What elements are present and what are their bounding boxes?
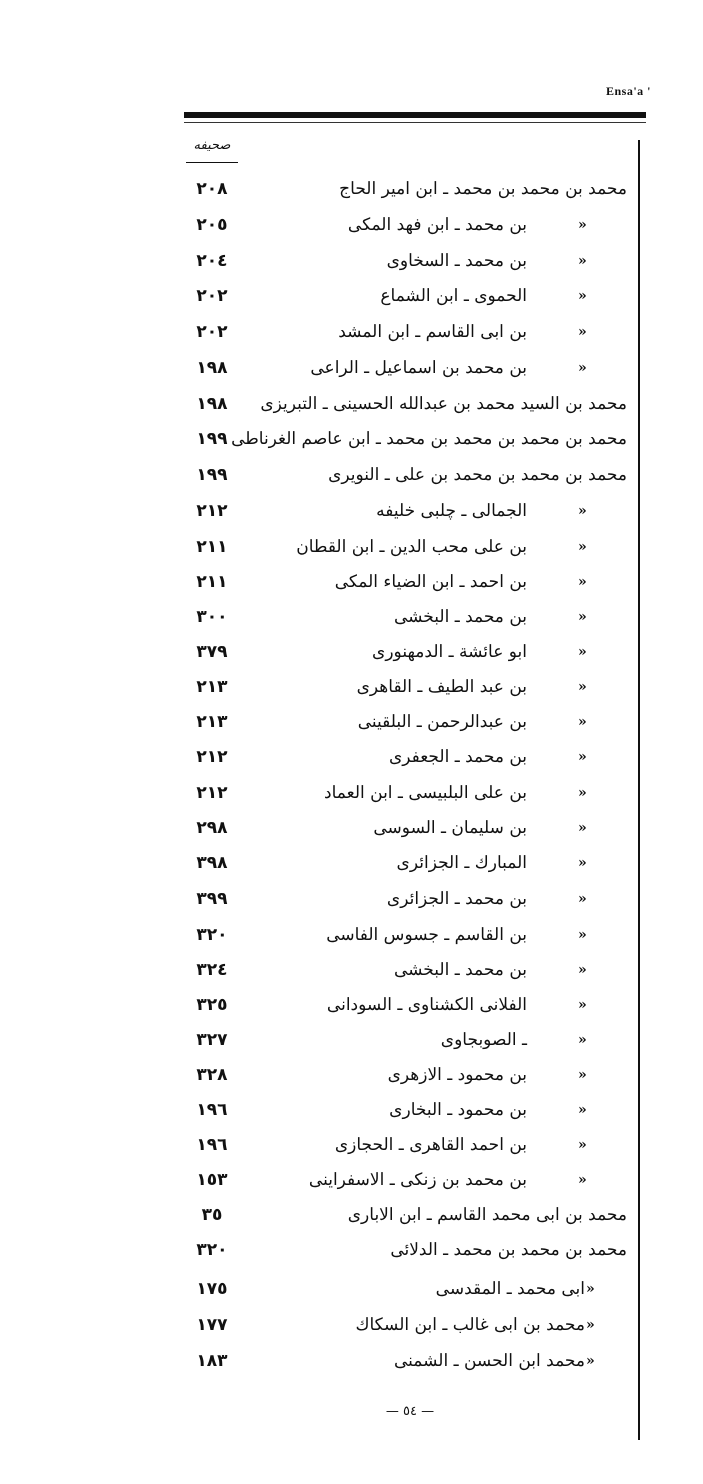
entry-name: بن محمد ـ ابن فهد المكى [347, 215, 527, 235]
entry-name: بن محمد بن اسماعيل ـ الراعى [310, 358, 527, 378]
entry-name: محمد بن محمد بن محمد ـ ابن امير الحاج [339, 179, 627, 199]
page-column-header: صحيفه [193, 138, 231, 153]
index-row [0, 1025, 703, 1055]
page-reference: ١٧٧ [196, 1315, 228, 1335]
entry-name: بن محمود ـ الازهرى [387, 1065, 527, 1085]
entry-name: محمد ابن الحسن ـ الشمنى [393, 1351, 585, 1371]
entry-name: ابو عائشة ـ الدمهنورى [372, 642, 527, 662]
ditto-mark: » [578, 609, 587, 625]
page-number: — ٥٤ — [385, 1404, 435, 1419]
index-row [0, 389, 703, 419]
page-reference: ٣٩٩ [196, 889, 228, 909]
entry-name: بن احمد القاهرى ـ الحجازى [334, 1135, 527, 1155]
ditto-mark: » [578, 927, 587, 943]
entry-name: بن محمد ـ السخاوى [386, 251, 527, 271]
entry-name: بن على البلبيسى ـ ابن العماد [324, 783, 527, 803]
entry-name: الجمالى ـ چلبى خليفه [376, 501, 527, 521]
index-row [0, 246, 703, 276]
entry-name: المبارك ـ الجزائرى [396, 853, 527, 873]
index-row [0, 281, 703, 311]
page-reference: ٢٩٨ [196, 818, 228, 838]
ditto-mark: » [578, 574, 587, 590]
ditto-mark: » [578, 1067, 587, 1083]
index-row [0, 1346, 703, 1376]
index-row [0, 813, 703, 843]
ditto-mark: » [578, 997, 587, 1013]
ditto-mark: » [578, 1172, 587, 1188]
page-reference: ١٥٣ [196, 1170, 228, 1190]
page-reference: ١٩٦ [196, 1100, 228, 1120]
index-row [0, 920, 703, 950]
index-row [0, 174, 703, 204]
page-reference: ٣٧٩ [196, 642, 228, 662]
entry-name: محمد بن محمد بن محمد بن على ـ النويرى [328, 465, 627, 485]
index-row [0, 496, 703, 526]
entry-name: الحموى ـ ابن الشماع [380, 286, 527, 306]
entry-name: بن محمد ـ الجزائرى [386, 889, 527, 909]
index-row [0, 1310, 703, 1340]
page-reference: ١٨٣ [196, 1351, 228, 1371]
ditto-mark: » [578, 855, 587, 871]
page-reference: ٢١٣ [196, 677, 228, 697]
index-row [0, 567, 703, 597]
entry-name: بن عبدالرحمن ـ البلقينى [357, 712, 527, 732]
ditto-mark: » [586, 1317, 595, 1333]
page-reference: ١٩٩ [196, 465, 228, 485]
ditto-mark: » [578, 217, 587, 233]
ditto-mark: » [578, 644, 587, 660]
index-row [0, 637, 703, 667]
index-row [0, 1200, 703, 1230]
ditto-mark: » [578, 962, 587, 978]
ditto-mark: » [578, 714, 587, 730]
entry-name: محمد بن محمد بن محمد ـ الدلائى [390, 1240, 627, 1260]
page-reference: ١٩٦ [196, 1135, 228, 1155]
page-reference: ٣٢٠ [196, 925, 228, 945]
entry-name: بن القاسم ـ جسوس الفاسى [326, 925, 527, 945]
page-reference: ١٩٨ [196, 394, 228, 414]
index-row [0, 884, 703, 914]
ditto-mark: » [578, 503, 587, 519]
entry-name: ابى محمد ـ المقدسى [435, 1279, 585, 1299]
ditto-mark: » [578, 820, 587, 836]
ditto-mark: » [578, 1102, 587, 1118]
page-reference: ٢١١ [196, 572, 228, 592]
ditto-mark: » [578, 539, 587, 555]
page-reference: ٣٠٠ [196, 607, 228, 627]
index-row [0, 460, 703, 490]
entry-name: محمد بن محمد بن محمد بن محمد ـ ابن عاصم الغرناطى [231, 429, 627, 449]
corner-mark: Ensa'a ' [605, 84, 651, 98]
entry-name: بن ابى القاسم ـ ابن المشد [338, 322, 527, 342]
entry-name: بن احمد ـ ابن الضياء المكى [334, 572, 527, 592]
ditto-mark: » [578, 1137, 587, 1153]
index-row [0, 424, 703, 454]
entry-name: بن محمود ـ البخارى [389, 1100, 527, 1120]
index-row [0, 990, 703, 1020]
page-reference: ٣٢٨ [196, 1065, 228, 1085]
page-reference: ٢٠٥ [196, 215, 228, 235]
index-row [0, 672, 703, 702]
index-row [0, 955, 703, 985]
entry-name: ـ الصوبجاوى [440, 1030, 527, 1050]
index-row [0, 532, 703, 562]
entry-name: بن محمد بن زنكى ـ الاسفراينى [308, 1170, 527, 1190]
index-row [0, 602, 703, 632]
page-reference: ١٩٨ [196, 358, 228, 378]
page-reference: ٣٢٧ [196, 1030, 228, 1050]
entry-name: الفلانى الكشناوى ـ السودانى [326, 995, 527, 1015]
page-reference: ٢١٢ [196, 501, 228, 521]
entry-name: محمد بن ابى غالب ـ ابن السكاك [355, 1315, 585, 1335]
index-row [0, 742, 703, 772]
page-reference: ٢٠٨ [196, 179, 228, 199]
page-reference: ١٧٥ [196, 1279, 228, 1299]
entry-name: بن محمد ـ الجعفرى [388, 747, 527, 767]
page-reference: ١٩٩ [196, 429, 228, 449]
page-reference: ٢١٢ [196, 783, 228, 803]
entry-name: بن سليمان ـ السوسى [373, 818, 527, 838]
ditto-mark: » [578, 679, 587, 695]
index-row [0, 1235, 703, 1265]
index-row [0, 1130, 703, 1160]
index-row [0, 353, 703, 383]
ditto-mark: » [578, 288, 587, 304]
page-reference: ٢١٣ [196, 712, 228, 732]
ditto-mark: » [578, 324, 587, 340]
entry-name: محمد بن ابى محمد القاسم ـ ابن الابارى [347, 1205, 627, 1225]
index-row [0, 1165, 703, 1195]
ditto-mark: » [578, 749, 587, 765]
page-reference: ٣٥ [201, 1205, 223, 1225]
index-row [0, 1274, 703, 1304]
index-row [0, 1095, 703, 1125]
ditto-mark: » [578, 1032, 587, 1048]
ditto-mark: » [586, 1281, 595, 1297]
index-row [0, 1060, 703, 1090]
page-reference: ٣٢٤ [196, 960, 228, 980]
ditto-mark: » [578, 360, 587, 376]
entry-name: بن عبد الطيف ـ القاهرى [356, 677, 527, 697]
ditto-mark: » [578, 253, 587, 269]
index-row [0, 210, 703, 240]
page-reference: ٢١١ [196, 537, 228, 557]
entry-name: بن على محب الدين ـ ابن القطان [296, 537, 527, 557]
entry-name: محمد بن السيد محمد بن عبدالله الحسينى ـ التبريزى [260, 394, 627, 414]
index-row [0, 778, 703, 808]
page-reference: ٢٠٢ [196, 322, 228, 342]
page-reference: ٣٢٠ [196, 1240, 228, 1260]
ditto-mark: » [586, 1353, 595, 1369]
page-reference: ٢١٢ [196, 747, 228, 767]
page-reference: ٢٠٤ [196, 251, 228, 271]
ditto-mark: » [578, 785, 587, 801]
index-row [0, 707, 703, 737]
page-reference: ٣٢٥ [196, 995, 228, 1015]
entry-name: بن محمد ـ البخشى [393, 960, 527, 980]
ditto-mark: » [578, 891, 587, 907]
index-row [0, 848, 703, 878]
page-reference: ٢٠٢ [196, 286, 228, 306]
page-reference: ٣٩٨ [196, 853, 228, 873]
entry-name: بن محمد ـ البخشى [393, 607, 527, 627]
index-row [0, 317, 703, 347]
